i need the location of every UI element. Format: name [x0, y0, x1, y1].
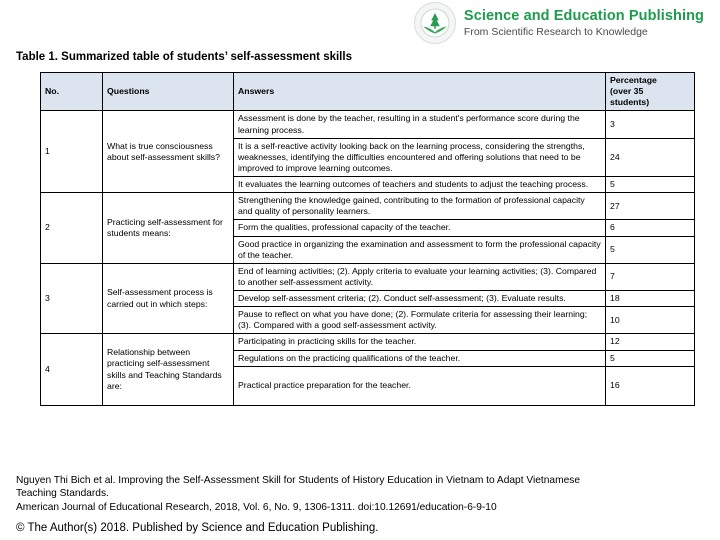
row-number-cell: 3: [41, 263, 103, 334]
answer-cell: It is a self-reactive activity looking back on the learning process, considering the strengths, weaknesses, identifying the difficulties encountered and offering solutions that need to be improved to improve learning outcomes.: [234, 138, 606, 176]
percentage-cell: 3: [606, 111, 695, 138]
publisher-name-block: [464, 8, 704, 38]
publisher-branding: [414, 2, 704, 44]
percentage-cell: 27: [606, 193, 695, 220]
column-header-no: No.: [41, 73, 103, 111]
question-cell: Self-assessment process is carried out in which steps:: [103, 263, 234, 334]
column-header-answers: Answers: [234, 73, 606, 111]
publisher-title: Science and Education Publishing: [463, 8, 704, 25]
answer-cell: End of learning activities; (2). Apply criteria to evaluate your learning activities; (3). Compared to another self-assessment activity.: [234, 263, 606, 290]
answer-cell: Regulations on the practicing qualifications of the teacher.: [234, 350, 606, 366]
answer-cell: Assessment is done by the teacher, resulting in a student's performance score during the learning process.: [234, 111, 606, 138]
copyright-notice: © The Author(s) 2018. Published by Science and Education Publishing.: [16, 522, 379, 534]
table-caption: Table 1. Summarized table of students’ self-assessment skills: [16, 51, 352, 63]
summary-table-container: [40, 72, 658, 406]
publisher-tagline: From Scientific Research to Knowledge: [463, 25, 648, 38]
table-row: [41, 334, 695, 350]
question-cell: Relationship between practicing self-assessment skills and Teaching Standards are:: [103, 334, 234, 405]
answer-cell: Form the qualities, professional capacity of the teacher.: [234, 220, 606, 236]
table-row: [41, 111, 695, 138]
citation-line-2: Teaching Standards.: [16, 488, 109, 500]
row-number-cell: 4: [41, 334, 103, 405]
percentage-header-line-2: (over 35: [610, 86, 644, 97]
percentage-cell: 16: [606, 366, 695, 405]
publisher-header: [0, 0, 720, 46]
answer-cell: Participating in practicing skills for the teacher.: [234, 334, 606, 350]
self-assessment-summary-table: [40, 72, 695, 406]
table-body: [41, 111, 695, 405]
answer-cell: Practical practice preparation for the teacher.: [234, 366, 606, 405]
answer-cell: It evaluates the learning outcomes of teachers and students to adjust the teaching process.: [234, 177, 606, 193]
percentage-cell: 7: [606, 263, 695, 290]
pine-tree-circle-logo-icon: [414, 2, 456, 44]
percentage-cell: 5: [606, 236, 695, 263]
column-header-percentage: [606, 73, 695, 111]
citation-block: [16, 474, 710, 514]
table-header: [41, 73, 695, 111]
citation-line-3: American Journal of Educational Research, 2018, Vol. 6, No. 9, 1306-1311. doi:10.12691/education-6-9-10: [16, 501, 497, 513]
table-row: [41, 193, 695, 220]
question-cell: What is true consciousness about self-assessment skills?: [103, 111, 234, 193]
row-number-cell: 2: [41, 193, 103, 264]
percentage-cell: 5: [606, 177, 695, 193]
answer-cell: Good practice in organizing the examination and assessment to form the professional capacity of the teacher.: [234, 236, 606, 263]
percentage-cell: 18: [606, 291, 695, 307]
percentage-cell: 24: [606, 138, 695, 176]
answer-cell: Pause to reflect on what you have done; (2). Formulate criteria for assessing their learning; (3). Compared with a good self-assessment activity.: [234, 307, 606, 334]
percentage-header-line-1: Percentage: [610, 75, 657, 85]
table-row: [41, 263, 695, 290]
column-header-questions: Questions: [103, 73, 234, 111]
question-cell: Practicing self-assessment for students means:: [103, 193, 234, 264]
percentage-header-line-3: students): [610, 97, 650, 108]
table-header-row: [41, 73, 695, 111]
citation-line-1: Nguyen Thi Bich et al. Improving the Self-Assessment Skill for Students of History Education in Vietnam to Adapt Vietnamese: [16, 475, 580, 486]
row-number-cell: 1: [41, 111, 103, 193]
percentage-cell: 6: [606, 220, 695, 236]
answer-cell: Develop self-assessment criteria; (2). Conduct self-assessment; (3). Evaluate results.: [234, 291, 606, 307]
answer-cell: Strengthening the knowledge gained, contributing to the formation of professional capacity and quality of personality learners.: [234, 193, 606, 220]
percentage-cell: 10: [606, 307, 695, 334]
percentage-cell: 5: [606, 350, 695, 366]
percentage-cell: 12: [606, 334, 695, 350]
